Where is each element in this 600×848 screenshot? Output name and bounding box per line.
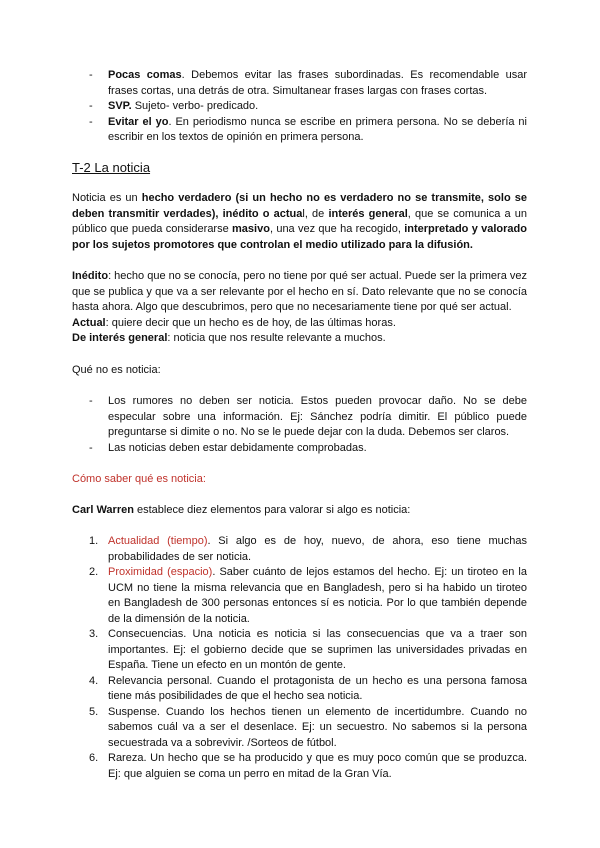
elements-list bbox=[72, 534, 527, 782]
document-page bbox=[72, 68, 527, 782]
list-item: - Las noticias deben estar debidamente comprobadas. bbox=[72, 441, 527, 457]
list-item: - Evitar el yo. En periodismo nunca se escribe en primera persona. No se debería ni escribir en los textos de opinión en primera persona. bbox=[89, 115, 527, 143]
top-bullet-list bbox=[72, 68, 527, 146]
warren-intro: Carl Warren establece diez elementos para valorar si algo es noticia: bbox=[72, 503, 411, 516]
term-inedito: Inédito: hecho que no se conocía, pero no tiene por qué ser actual. Puede ser la primera vez que se publica y que va a ser relevante por el hecho en sí. Dato relevante que no se conocía hasta ahora. Algo que descubrimos, pero que no necesariamente tiene por qué ser actual. bbox=[72, 270, 527, 313]
definition-paragraph: Noticia es un hecho verdadero (si un hecho no es verdadero no se transmite, solo se deben transmitir verdades), inédito o actual, de interés general, que se comunica a un público que pueda considerarse masivo, una vez que ha recogido, interpretado y valorado por los sujetos promotores que controlan el medio utilizado para la difusión. bbox=[72, 192, 527, 251]
list-item: 3. Consecuencias. Una noticia es noticia si las consecuencias que va a traer son importantes. Ej: el gobierno decide que se suprimen las universidades privadas en España. Tiene un efecto en un montón de gente. bbox=[89, 628, 527, 671]
list-item: 5. Suspense. Cuando los hechos tienen un elemento de incertidumbre. Cuando no sabemos cuál va a ser el desenlace. Ej: un secuestro. No sabemos si la persona secuestrada va a sobrevivir. /Sorteos de fútbol. bbox=[89, 705, 527, 749]
not-news-list bbox=[72, 394, 527, 456]
list-item: - Los rumores no deben ser noticia. Estos pueden provocar daño. No se debe especular sobre una información. Ej: Sánchez podría dimitir. El público puede preguntarse si dimite o no. No se le puede dejar con la duda. Debemos ser claros. bbox=[89, 395, 527, 438]
list-item: - SVP. Sujeto- verbo- predicado. bbox=[72, 99, 527, 115]
bullet-marker: - bbox=[89, 69, 93, 81]
list-item: - Pocas comas. Debemos evitar las frases subordinadas. Es recomendable usar frases cortas, una detrás de otra. Simultanear frases largas con frases cortas. bbox=[89, 69, 527, 97]
bullet-marker: - bbox=[89, 395, 93, 407]
not-news-title: Qué no es noticia: bbox=[72, 363, 161, 376]
list-item: 6. Rareza. Un hecho que se ha producido y que es muy poco común que se produzca. Ej: que alguien se coma un perro en mitad de la Gran Vía. bbox=[89, 752, 527, 780]
bullet-marker: - bbox=[89, 100, 93, 112]
list-item: 1. Actualidad (tiempo). Si algo es de hoy, nuevo, de ahora, eso tiene muchas probabilidades de ser noticia. bbox=[89, 535, 527, 563]
term-actual: Actual: quiere decir que un hecho es de hoy, de las últimas horas. bbox=[72, 316, 396, 329]
bullet-marker: - bbox=[89, 115, 93, 128]
bullet-marker: - bbox=[89, 441, 93, 454]
section-title: T-2 La noticia bbox=[72, 159, 151, 175]
terms-block bbox=[72, 269, 527, 347]
list-item: 4. Relevancia personal. Cuando el protagonista de un hecho es una persona famosa tiene más posibilidades de que el hecho sea noticia. bbox=[89, 674, 527, 702]
how-title: Cómo saber qué es noticia: bbox=[72, 473, 206, 485]
term-interes-general: De interés general: noticia que nos resulte relevante a muchos. bbox=[72, 332, 386, 344]
list-item: 2. Proximidad (espacio). Saber cuánto de lejos estamos del hecho. Ej: un tiroteo en la UCM no tiene la misma relevancia que en Bangladesh, pero si ha habido un tiroteo en Bangladesh de 300 personas entonces sí es noticia. Por lo que también depende de la dimensión de la noticia. bbox=[89, 566, 527, 625]
